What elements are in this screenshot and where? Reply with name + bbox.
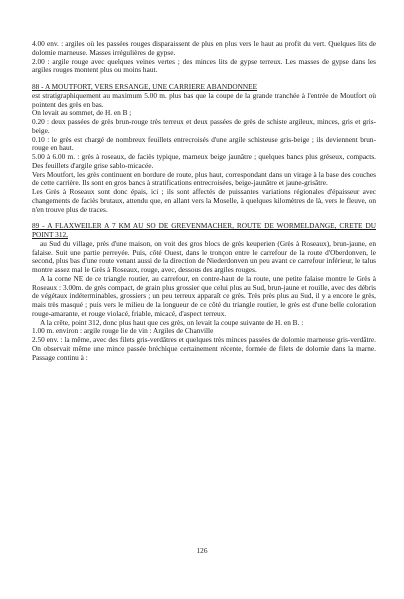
paragraph: A la corne NE de ce triangle routier, au carrefour, en contre-haut de la route, une petite falaise montre le Grès à Roseaux : 3.00m. de grès compact, de grain plus grossier que celui plus au Sud, brun-jaune et rouille, avec des débris de végétaux indéterminables, grossiers ; un peu terreux apparaît ce grès. Très près plus au Sud, il y a encore le grès, mais très masqué ; puis vers le milieu de la longueur de ce côté du triangle routier, le grès est d'une belle coloration rouge-amarante, et rouge violacé, friable, micacé, d'aspect terreux. bbox=[32, 273, 376, 318]
paragraph: au Sud du village, près d'une maison, on voit des gros blocs de grès keuperien (Grès à Roseaux), brun-jaune, en falaise. Suit une partie perreyée. Puis, côté Ouest, dans le tronçon entre le carrefour de la route d'Oberdonven, le second, plus bas d'une route venant aussi de la direction de Niederdonven un peu avant ce carrefour inférieur, le talus montre assez mal le Grès à Roseaux, rouge, avec, dessous des argiles rouges. bbox=[32, 238, 376, 274]
page-body bbox=[32, 40, 376, 362]
section-heading-89: 89 - A FLAXWEILER A 7 KM AU SO DE GREVENMACHER, ROUTE DE WORMELDANGE, CRETE DU POINT 312, bbox=[32, 221, 376, 239]
paragraph: 2.00 : argile rouge avec quelques veines vertes ; des minces lits de gypse terreux. Les masses de gypse dans les argiles rouges montent plus ou moins haut. bbox=[32, 56, 376, 75]
paragraph: 1.00 m. environ : argile rouge lie de vin : Argiles de Chanville bbox=[32, 326, 214, 336]
paragraph: A la crête, point 312, donc plus haut que ces grès, on levait la coupe suivante de H. en B. : bbox=[40, 317, 304, 327]
paragraph: 5.00 à 6.00 m. : grès à roseaux, de faciès typique, marneux beige jaunâtre ; quelques bancs plus gréseux, compacts. Des feuillets d'argile grise sablo-micacée. bbox=[32, 152, 376, 170]
paragraph: 2.50 env. : la même, avec des filets gris-verdâtres et quelques très minces passées de dolomie marneuse gris-verdâtre. On observait même une mince passée bréchique certainement récente, formée de filets de dolomie dans la marne. Passage continu à : bbox=[32, 335, 376, 362]
paragraph: Vers Moutfort, les grès continuent en bordure de route, plus haut, correspondant dans un virage à la base des couches de cette carrière. Ils sont en gros bancs à stratifications entrecroisées, beige-jaunâtre et jaune-grisâtre. bbox=[32, 169, 376, 188]
paragraph: est stratigraphiquement au maximum 5.00 m. plus bas que la coupe de la grande tranchée à l'entrée de Moutfort où pointent des grès en bas. bbox=[32, 90, 376, 109]
page-number: 126 bbox=[196, 546, 208, 555]
paragraph: Les Grès à Roseaux sont donc épais, ici ; ils sont affectés de puissantes variations régionales d'épaisseur avec changements de faciès brutaux, attendu que, en allant vers la Moselle, à quelques kilomètres de là, vers le fleuve, on n'en trouve plus de traces. bbox=[32, 187, 376, 214]
section-heading-88: 88 - A MOUTFORT, VERS ERSANGE, UNE CARRIERE ABANDONNEE bbox=[32, 82, 258, 91]
paragraph: 0.10 : le grès est chargé de nombreux feuillets entrecroisés d'une argile schisteuse gris-beige ; ils deviennent brun-rouge en haut. bbox=[32, 134, 376, 153]
paragraph: 4.00 env. : argiles où les passées rouges disparaissent de plus en plus vers le haut au profit du vert. Quelques lits de dolomie marneuse. Masses irrégulières de gypse. bbox=[32, 39, 376, 57]
paragraph: On levait au sommet, de H. en B ; bbox=[32, 108, 132, 118]
paragraph: 0.20 : deux passées de grès brun-rouge très terreux et deux passées de grès de schiste argileux, minces, gris et gris-beige. bbox=[32, 117, 376, 135]
